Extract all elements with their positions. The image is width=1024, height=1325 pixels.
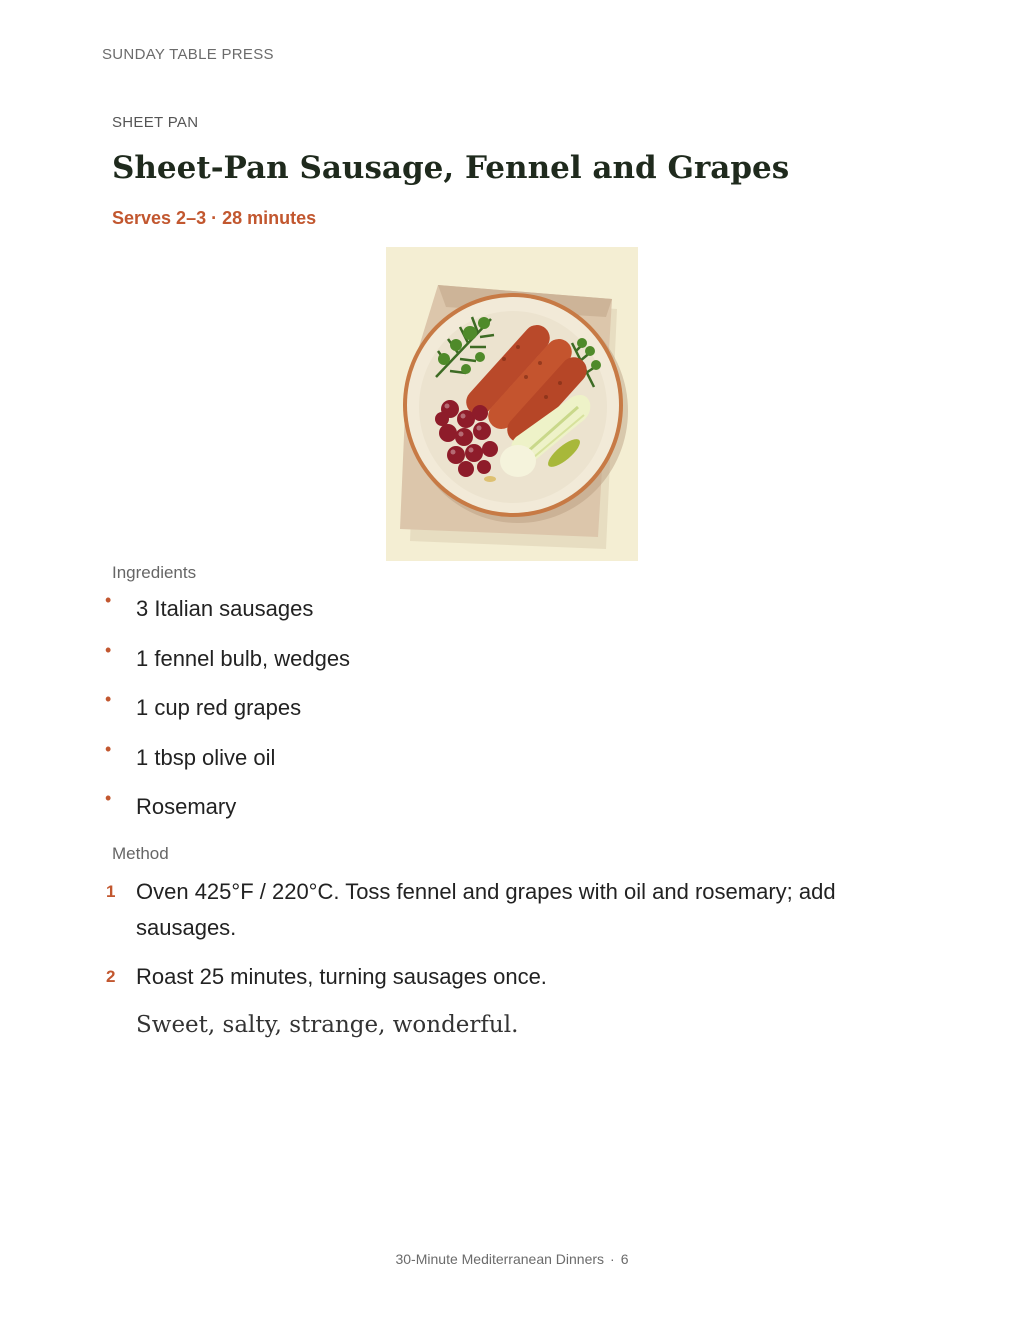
- recipe-category: SHEET PAN: [112, 114, 199, 131]
- bullet-icon: •: [105, 738, 112, 759]
- ingredient-item: [0, 639, 1024, 694]
- method-step: [0, 874, 1024, 946]
- ingredient-text: Rosemary: [136, 794, 237, 820]
- page-number: 6: [620, 1251, 629, 1267]
- step-text: Oven 425°F / 220°C. Toss fennel and grapes with oil and rosemary; add sausages.: [136, 879, 836, 940]
- ingredient-item: [0, 738, 1024, 793]
- footer-separator: ·: [610, 1251, 615, 1267]
- publisher-name: SUNDAY TABLE PRESS: [102, 46, 274, 63]
- ingredient-text: 1 fennel bulb, wedges: [136, 645, 351, 671]
- method-heading: Method: [112, 844, 169, 863]
- method-steps: [0, 874, 1024, 1008]
- step-number: 2: [106, 967, 116, 986]
- ingredient-text: 1 cup red grapes: [136, 695, 302, 721]
- ingredient-item: [0, 689, 1024, 743]
- page-footer: [0, 1251, 1024, 1267]
- recipe-note: Sweet, salty, strange, wonderful.: [136, 1012, 519, 1038]
- step-text: Roast 25 minutes, turning sausages once.: [136, 964, 547, 989]
- bullet-icon: •: [105, 788, 112, 809]
- ingredient-item: [0, 590, 1024, 644]
- ingredient-text: 1 tbsp olive oil: [136, 744, 276, 770]
- bullet-icon: •: [105, 590, 112, 610]
- recipe-photo: [386, 247, 638, 561]
- bullet-icon: •: [105, 639, 112, 660]
- bullet-icon: •: [105, 689, 112, 710]
- ingredient-item: [0, 788, 1024, 842]
- ingredients-heading: Ingredients: [112, 563, 197, 582]
- ingredients-list: [0, 590, 1024, 842]
- method-step: [0, 959, 1024, 995]
- step-number: 1: [106, 882, 116, 901]
- ingredient-text: 3 Italian sausages: [136, 596, 314, 621]
- recipe-meta: Serves 2–3 · 28 minutes: [112, 208, 317, 228]
- recipe-title: Sheet-Pan Sausage, Fennel and Grapes: [112, 150, 790, 186]
- book-title: 30-Minute Mediterranean Dinners: [395, 1251, 605, 1267]
